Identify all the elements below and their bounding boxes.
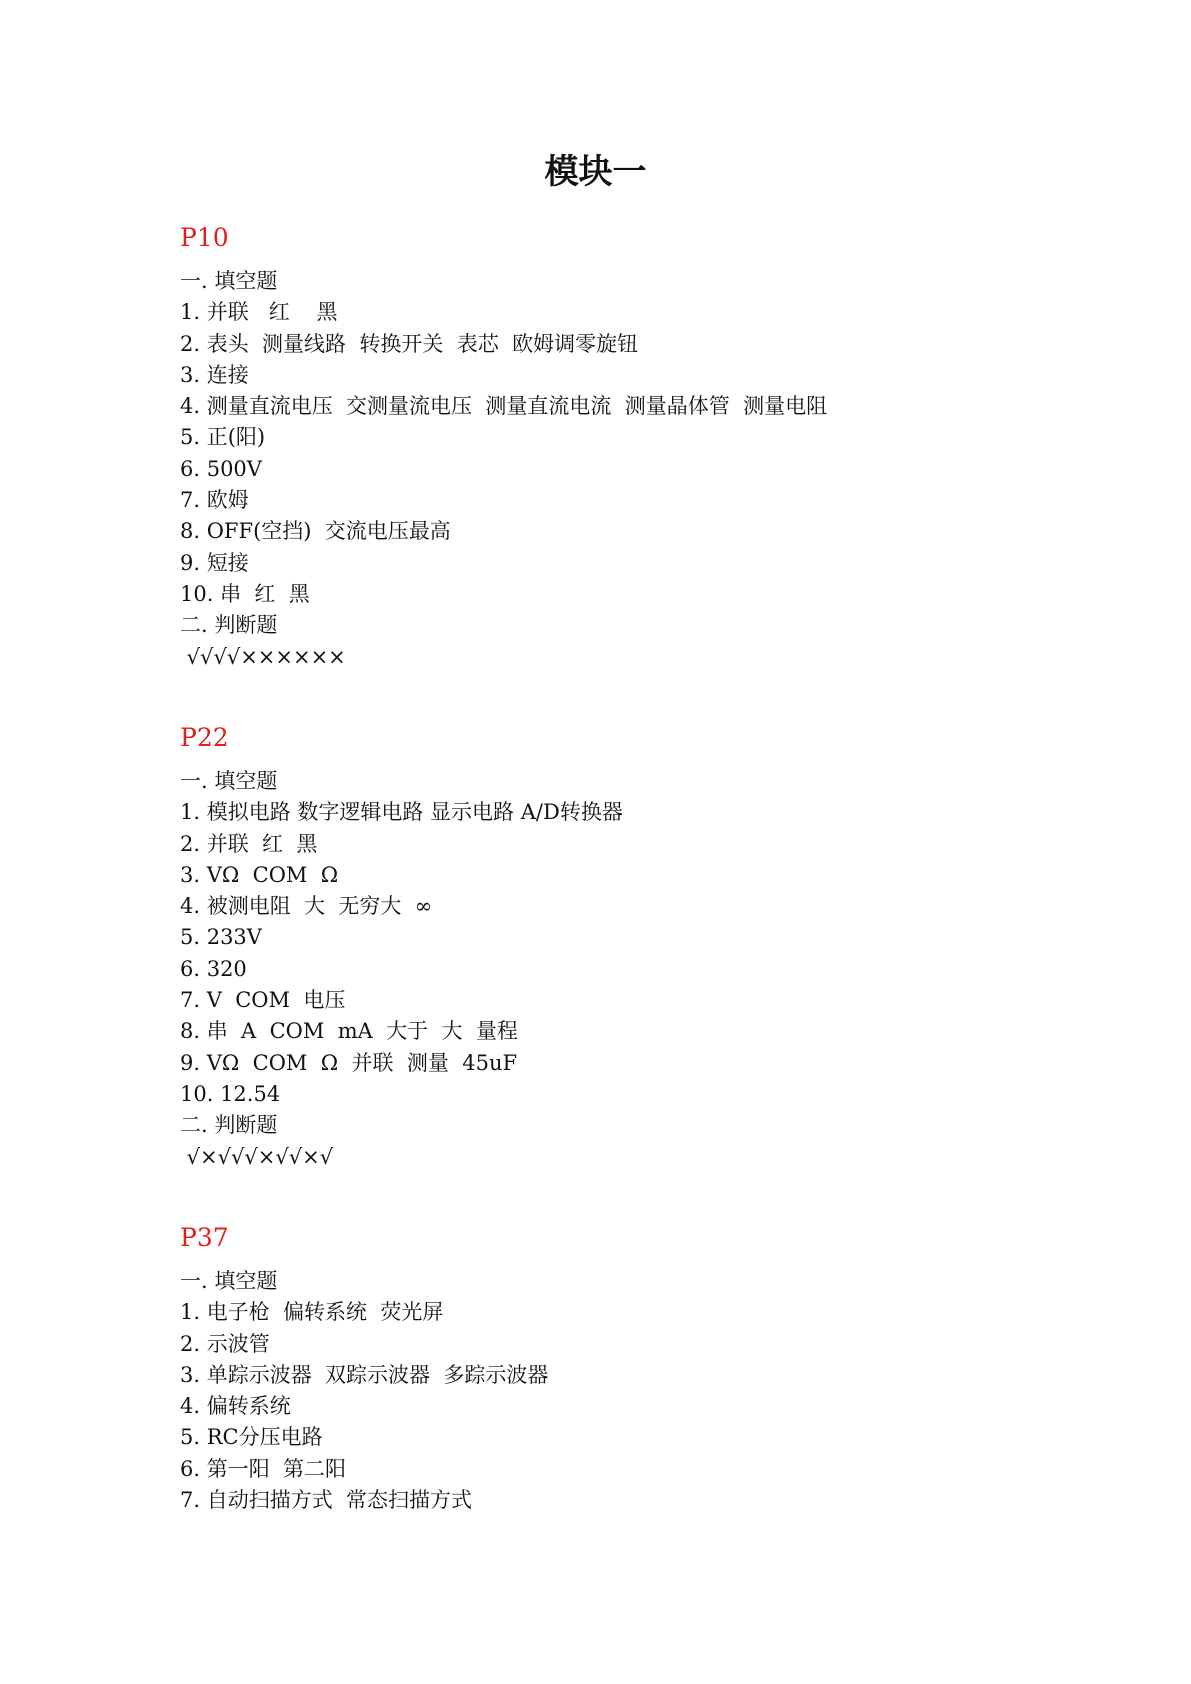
document-title: 模块一 [544,152,647,192]
text-line: 4. 测量直流电压 交测量流电压 测量直流电流 测量晶体管 测量电阻 [180,394,828,419]
text-line: 5. 正(阳) [180,425,266,450]
text-line: 6. 320 [180,956,247,981]
text-line: 9. VΩ COM Ω 并联 测量 45uF [180,1050,518,1075]
section-heading: P37 [180,1223,229,1252]
text-line: 1. 电子枪 偏转系统 荧光屏 [180,1300,444,1325]
text-line: 6. 第一阳 第二阳 [180,1456,347,1481]
text-line: 二. 判断题 [180,1113,278,1138]
text-line: 8. 串 A COM mA 大于 大 量程 [180,1019,518,1044]
text-line: 4. 被测电阻 大 无穷大 ∞ [180,894,433,919]
text-line: 10. 12.54 [180,1081,281,1106]
text-line: 3. 连接 [180,362,249,387]
text-line: 二. 判断题 [180,613,278,638]
text-line: 2. 示波管 [180,1331,270,1356]
text-line: 1. 模拟电路 数字逻辑电路 显示电路 A/D转换器 [180,800,623,825]
text-line: 5. 233V [180,925,262,950]
text-line: 2. 表头 测量线路 转换开关 表芯 欧姆调零旋钮 [180,331,639,356]
text-line: 一. 填空题 [180,1269,278,1293]
text-line: 一. 填空题 [180,269,278,293]
text-line: 1. 并联 红 黑 [180,300,338,325]
text-line: 3. 单踪示波器 双踪示波器 多踪示波器 [180,1362,549,1387]
text-line: 8. OFF(空挡) 交流电压最高 [180,519,451,544]
section-heading: P22 [180,723,229,752]
text-line: 7. V COM 电压 [180,988,346,1013]
text-line: 10. 串 红 黑 [180,581,310,606]
text-line: 2. 并联 红 黑 [180,831,318,856]
section-heading: P10 [180,223,229,252]
text-line: 6. 500V [180,456,262,481]
text-line: 7. 自动扫描方式 常态扫描方式 [180,1488,473,1513]
text-line: 4. 偏转系统 [180,1394,291,1419]
section-p37 [180,1218,1080,1516]
text-line: 9. 短接 [180,550,249,575]
text-line: 7. 欧姆 [180,488,249,513]
answer-marks: √√√√×××××× [180,644,346,669]
text-line: 一. 填空题 [180,769,278,793]
answer-marks: √×√√√×√√×√ [180,1144,334,1169]
text-line: 5. RC分压电路 [180,1425,323,1450]
text-line: 3. VΩ COM Ω [180,862,339,887]
section-p10 [180,218,1080,673]
section-p22 [180,718,1080,1173]
